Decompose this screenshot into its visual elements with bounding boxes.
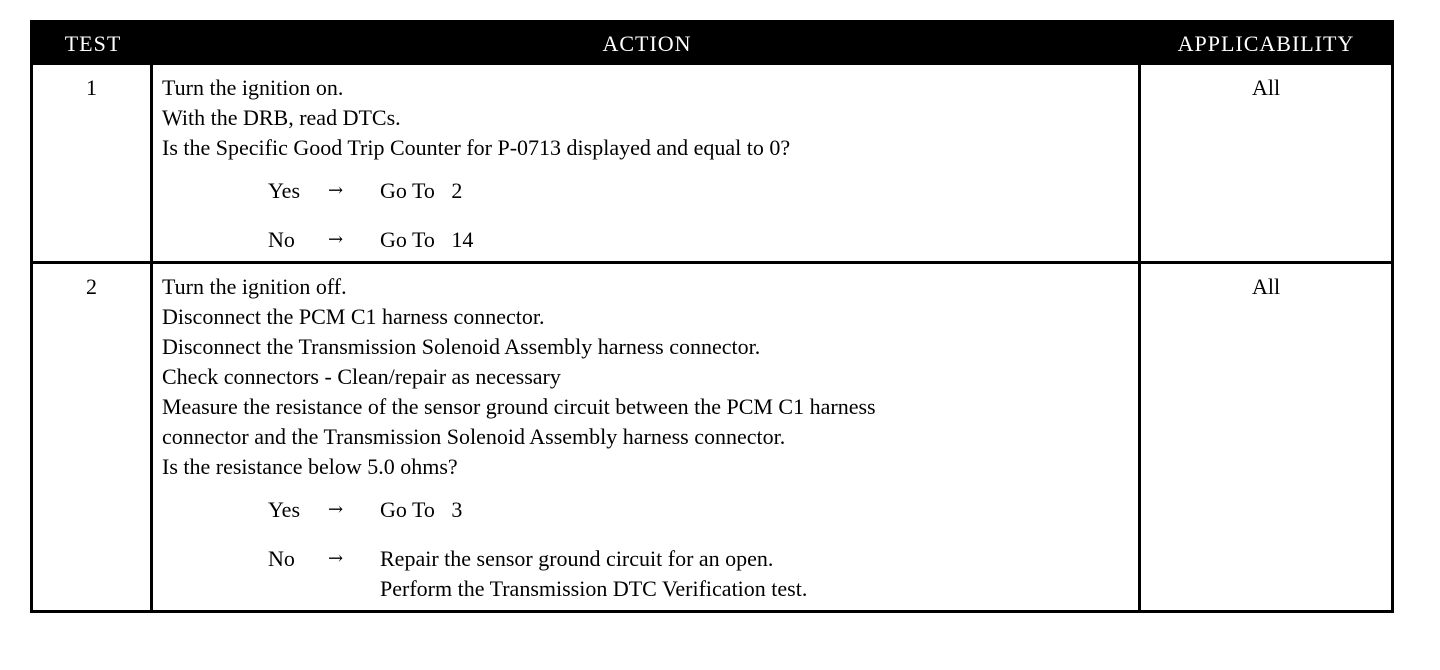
diagnostic-table	[30, 20, 1394, 613]
answer-label: Yes	[268, 178, 301, 203]
arrow-right-icon: →	[328, 548, 344, 569]
answer-list	[162, 176, 1138, 255]
action-line: Turn the ignition off.	[162, 274, 347, 299]
applicability-value: All	[1251, 75, 1281, 100]
action-line: Is the resistance below 5.0 ohms?	[162, 454, 458, 479]
test-number: 2	[33, 264, 153, 610]
answer-target-line: Perform the Transmission DTC Verification test.	[380, 576, 808, 601]
action-line: With the DRB, read DTCs.	[162, 105, 401, 130]
arrow-right-icon: →	[328, 180, 344, 201]
action-line: Check connectors - Clean/repair as necessary	[162, 364, 561, 389]
action-line: Turn the ignition on.	[162, 75, 344, 100]
answer-target: Go To 3	[380, 497, 463, 522]
answer-yes	[162, 495, 1138, 525]
answer-target-line: Repair the sensor ground circuit for an open.	[380, 546, 774, 571]
answer-list	[162, 495, 1138, 604]
answer-label: Yes	[268, 497, 301, 522]
answer-label: No	[268, 546, 295, 571]
action-line: Measure the resistance of the sensor ground circuit between the PCM C1 harness	[162, 394, 876, 419]
applicability-value: All	[1251, 274, 1281, 299]
table-header	[33, 23, 1391, 65]
answer-target: Go To 2	[380, 178, 463, 203]
action-line: Is the Specific Good Trip Counter for P-0713 displayed and equal to 0?	[162, 135, 791, 160]
action-cell	[153, 264, 1141, 610]
answer-target: Go To 14	[380, 227, 474, 252]
action-line: Disconnect the PCM C1 harness connector.	[162, 304, 545, 329]
header-test: TEST	[64, 31, 122, 56]
answer-label: No	[268, 227, 295, 252]
arrow-right-icon: →	[328, 229, 344, 250]
action-cell	[153, 65, 1141, 261]
header-applicability: APPLICABILITY	[1177, 31, 1355, 56]
test-number: 1	[33, 65, 153, 261]
answer-yes	[162, 176, 1138, 206]
arrow-right-icon: →	[328, 499, 344, 520]
answer-target	[380, 544, 807, 604]
action-line: Disconnect the Transmission Solenoid Assembly harness connector.	[162, 334, 761, 359]
action-line: connector and the Transmission Solenoid Assembly harness connector.	[162, 424, 786, 449]
answer-no	[162, 544, 1138, 604]
answer-no	[162, 225, 1138, 255]
header-action: ACTION	[602, 31, 692, 56]
table-row	[33, 261, 1391, 610]
table-row	[33, 65, 1391, 261]
